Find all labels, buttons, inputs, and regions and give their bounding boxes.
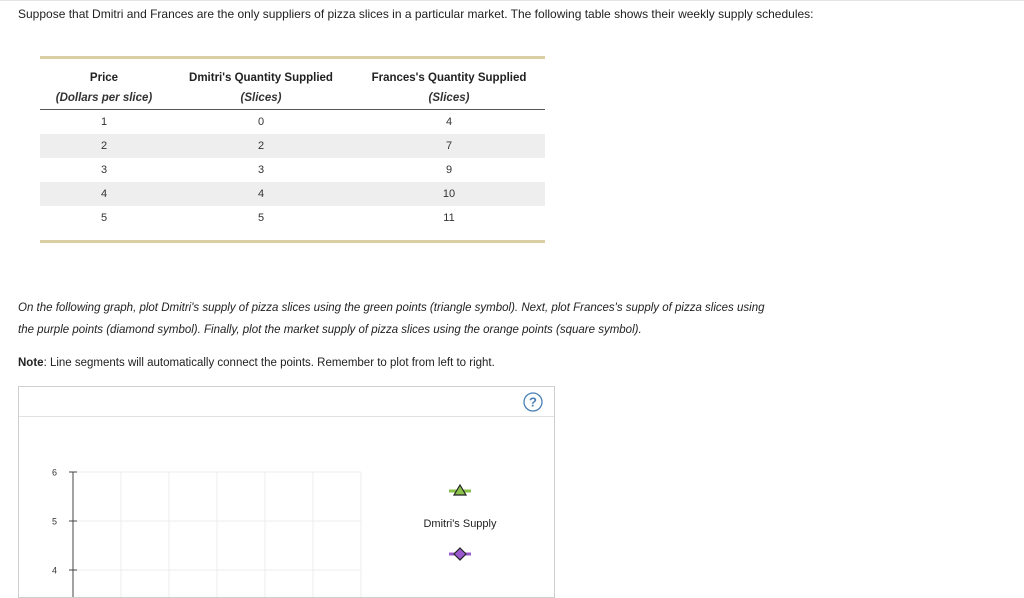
table-row bbox=[40, 110, 545, 134]
header-price-label: Price bbox=[89, 72, 119, 84]
note-label: Note bbox=[18, 357, 44, 369]
cell-frances-qty: 7 bbox=[445, 140, 453, 152]
note-body: : Line segments will automatically connect the points. Remember to plot from left to right. bbox=[43, 357, 495, 369]
header-frances-unit: (Slices) bbox=[428, 92, 470, 104]
instructions-line-2: the purple points (diamond symbol). Finally, plot the market supply of pizza slices using the orange points (square symbol). bbox=[18, 324, 642, 336]
dmitri-supply-tool[interactable] bbox=[423, 485, 497, 530]
cell-frances-qty: 11 bbox=[443, 212, 455, 224]
intro-text: Suppose that Dmitri and Frances are the only suppliers of pizza slices in a particular market. The following table shows their weekly supply schedules: bbox=[18, 7, 814, 21]
table-header bbox=[40, 59, 545, 110]
cell-dmitri-qty: 0 bbox=[257, 116, 265, 128]
y-tick-label: 6 bbox=[51, 467, 57, 478]
cell-price: 2 bbox=[100, 140, 108, 152]
cell-dmitri-qty: 3 bbox=[257, 164, 265, 176]
header-dmitri-unit: (Slices) bbox=[240, 92, 282, 104]
plot-grid bbox=[73, 472, 361, 597]
instructions-line-1: On the following graph, plot Dmitri's supply of pizza slices using the green points (triangle symbol). Next, plot Frances's supply of pizza slices using bbox=[18, 302, 765, 314]
cell-dmitri-qty: 4 bbox=[257, 188, 265, 200]
header-price-unit: (Dollars per slice) bbox=[55, 92, 153, 104]
top-divider bbox=[0, 0, 1024, 1]
cell-price: 3 bbox=[100, 164, 108, 176]
frances-supply-tool[interactable] bbox=[449, 548, 471, 560]
header-frances-label: Frances's Quantity Supplied bbox=[371, 72, 527, 84]
dmitri-legend-label: Dmitri's Supply bbox=[423, 518, 497, 530]
cell-dmitri-qty: 2 bbox=[257, 140, 265, 152]
help-icon-glyph: ? bbox=[529, 394, 537, 410]
y-tick-label: 5 bbox=[51, 516, 57, 527]
cell-dmitri-qty: 5 bbox=[257, 212, 265, 224]
supply-graph[interactable] bbox=[19, 387, 554, 597]
cell-price: 1 bbox=[100, 116, 108, 128]
graph-panel bbox=[18, 386, 555, 598]
diamond-icon[interactable] bbox=[454, 548, 466, 560]
y-tick-label: 4 bbox=[51, 565, 57, 576]
cell-price: 5 bbox=[100, 212, 108, 224]
table-bottom-rule bbox=[40, 240, 545, 243]
cell-frances-qty: 4 bbox=[445, 116, 453, 128]
table-row bbox=[40, 182, 545, 206]
supply-schedule-table bbox=[40, 56, 545, 243]
table-row bbox=[40, 134, 545, 158]
header-dmitri-label: Dmitri's Quantity Supplied bbox=[189, 72, 333, 84]
table-row bbox=[40, 206, 545, 230]
cell-frances-qty: 10 bbox=[442, 188, 456, 200]
cell-price: 4 bbox=[100, 188, 108, 200]
table-row bbox=[40, 158, 545, 182]
note-text bbox=[18, 357, 495, 369]
cell-frances-qty: 9 bbox=[445, 164, 453, 176]
table-body bbox=[40, 110, 545, 230]
